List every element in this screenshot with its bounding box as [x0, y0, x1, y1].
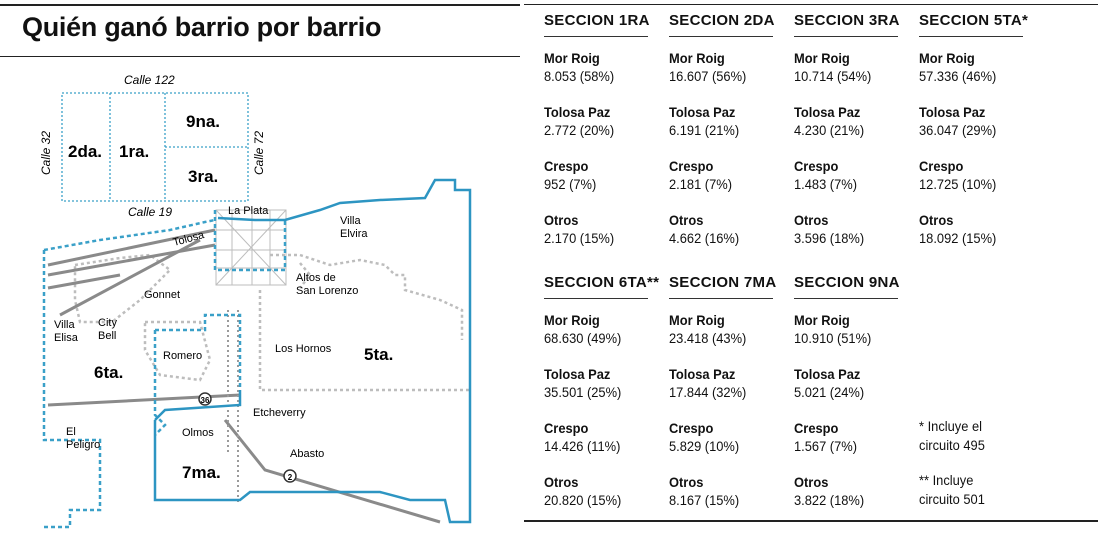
candidate-votes: 57.336 (46%) [919, 68, 997, 84]
route-36-shield [199, 393, 211, 405]
footnote-5ta-line1: * Incluye el [919, 418, 983, 434]
candidate-name: Mor Roig [794, 50, 850, 66]
place-villa-elvira-2: Elvira [340, 228, 368, 240]
candidate-name: Mor Roig [794, 312, 850, 328]
candidate-votes: 5.829 (10%) [669, 438, 740, 454]
candidate-votes: 5.021 (24%) [794, 384, 865, 400]
place-villa-elisa-1: Villa [54, 319, 75, 331]
candidate-votes: 2.772 (20%) [544, 122, 615, 138]
candidate-name: Tolosa Paz [919, 104, 986, 120]
candidate-votes: 36.047 (29%) [919, 122, 997, 138]
candidate-name: Otros [794, 212, 829, 228]
candidate-name: Tolosa Paz [669, 104, 736, 120]
place-etcheverry: Etcheverry [253, 407, 306, 419]
section-underline [919, 36, 1023, 37]
place-olmos: Olmos [182, 427, 214, 439]
candidate-name: Tolosa Paz [794, 104, 861, 120]
candidate-name: Otros [544, 212, 579, 228]
table-top-rule [524, 4, 1098, 5]
place-romero: Romero [163, 350, 203, 362]
candidate-votes: 952 (7%) [544, 176, 597, 192]
candidate-votes: 1.483 (7%) [794, 176, 858, 192]
candidate-votes: 18.092 (15%) [919, 230, 997, 246]
place-villa-elisa-2: Elisa [54, 332, 78, 344]
candidate-votes: 1.567 (7%) [794, 438, 858, 454]
candidate-votes: 20.820 (15%) [544, 492, 622, 508]
section-underline [544, 298, 648, 299]
section-label-9na: 9na. [186, 112, 221, 131]
footnote-5ta-line2: circuito 495 [919, 437, 985, 453]
place-la-plata: La Plata [228, 205, 269, 217]
candidate-name: Mor Roig [669, 50, 725, 66]
footnote-6ta-line1: ** Incluye [919, 472, 974, 488]
candidate-votes: 2.181 (7%) [669, 176, 733, 192]
candidate-name: Mor Roig [669, 312, 725, 328]
section-label-2da: 2da. [68, 142, 103, 161]
section-label-6ta: 6ta. [94, 363, 124, 382]
street-calle-32: Calle 32 [39, 130, 53, 175]
candidate-name: Tolosa Paz [669, 366, 736, 382]
candidate-votes: 6.191 (21%) [669, 122, 740, 138]
candidate-votes: 3.596 (18%) [794, 230, 865, 246]
section-header-seccion-1ra: SECCION 1RA [544, 12, 650, 29]
candidate-votes: 2.170 (15%) [544, 230, 615, 246]
candidate-votes: 23.418 (43%) [669, 330, 747, 346]
candidate-votes: 8.167 (15%) [669, 492, 740, 508]
candidate-name: Tolosa Paz [544, 104, 611, 120]
place-city-bell-1: City [98, 317, 117, 329]
place-city-bell-2: Bell [98, 330, 117, 342]
place-el-peligro-2: Peligro [66, 439, 101, 451]
candidate-name: Tolosa Paz [794, 366, 861, 382]
candidate-votes: 4.662 (16%) [669, 230, 740, 246]
street-calle-19: Calle 19 [128, 205, 173, 219]
footnote-6ta-line2: circuito 501 [919, 491, 985, 507]
route-36-label: 36 [200, 396, 210, 405]
candidate-votes: 14.426 (11%) [544, 438, 621, 454]
title-bottom-rule [0, 56, 520, 57]
candidate-votes: 4.230 (21%) [794, 122, 865, 138]
place-el-peligro-1: El [66, 426, 76, 438]
section-label-7ma: 7ma. [182, 463, 221, 482]
candidate-votes: 68.630 (49%) [544, 330, 622, 346]
section-underline [669, 298, 773, 299]
section-underline [544, 36, 648, 37]
place-tolosa: Tolosa [171, 229, 206, 249]
candidate-votes: 3.822 (18%) [794, 492, 865, 508]
section-header-seccion-6ta: SECCION 6TA** [544, 274, 660, 291]
candidate-votes: 12.725 (10%) [919, 176, 997, 192]
candidate-name: Crespo [669, 420, 714, 436]
place-altos-2: San Lorenzo [296, 285, 359, 297]
place-villa-elvira-1: Villa [340, 215, 361, 227]
candidate-name: Crespo [544, 158, 589, 174]
candidate-name: Tolosa Paz [544, 366, 611, 382]
candidate-name: Mor Roig [544, 50, 600, 66]
rail-lines [228, 310, 238, 505]
place-abasto: Abasto [290, 448, 325, 460]
section-header-seccion-9na: SECCION 9NA [794, 274, 900, 291]
section-header-seccion-2da: SECCION 2DA [669, 12, 775, 29]
candidate-votes: 17.844 (32%) [669, 384, 747, 400]
place-labels [54, 205, 368, 460]
section-header-seccion-7ma: SECCION 7MA [669, 274, 777, 291]
candidate-name: Otros [919, 212, 954, 228]
candidate-votes: 35.501 (25%) [544, 384, 622, 400]
candidate-name: Crespo [544, 420, 589, 436]
section-underline [794, 36, 898, 37]
place-altos-1: Altos de [296, 272, 336, 284]
street-calle-122: Calle 122 [124, 73, 175, 87]
section-underline [669, 36, 773, 37]
title-top-rule [0, 4, 520, 6]
footnote-6ta [919, 471, 985, 509]
candidate-votes: 10.910 (51%) [794, 330, 872, 346]
route-2-label: 2 [287, 473, 293, 482]
page-title: Quién ganó barrio por barrio [22, 12, 382, 42]
candidate-name: Otros [794, 474, 829, 490]
candidate-votes: 10.714 (54%) [794, 68, 872, 84]
candidate-name: Mor Roig [544, 312, 600, 328]
place-gonnet: Gonnet [144, 289, 181, 301]
candidate-name: Crespo [919, 158, 964, 174]
street-calle-72: Calle 72 [252, 130, 266, 175]
place-los-hornos: Los Hornos [275, 343, 332, 355]
section-label-5ta: 5ta. [364, 345, 394, 364]
candidate-name: Crespo [669, 158, 714, 174]
candidate-name: Crespo [794, 420, 839, 436]
section-header-seccion-3ra: SECCION 3RA [794, 12, 900, 29]
map-svg [0, 60, 520, 529]
candidate-name: Mor Roig [919, 50, 975, 66]
section-label-3ra: 3ra. [188, 167, 219, 186]
section-underline [794, 298, 898, 299]
route-2-shield [284, 470, 296, 482]
candidate-votes: 8.053 (58%) [544, 68, 615, 84]
candidate-votes: 16.607 (56%) [669, 68, 747, 84]
section-label-1ra: 1ra. [119, 142, 150, 161]
section-header-seccion-5ta: SECCION 5TA* [919, 12, 1029, 29]
candidate-name: Otros [669, 212, 704, 228]
footnote-5ta [919, 417, 985, 455]
candidate-name: Otros [669, 474, 704, 490]
candidate-name: Crespo [794, 158, 839, 174]
candidate-name: Otros [544, 474, 579, 490]
city-map [0, 60, 520, 529]
table-bottom-rule [524, 520, 1098, 522]
